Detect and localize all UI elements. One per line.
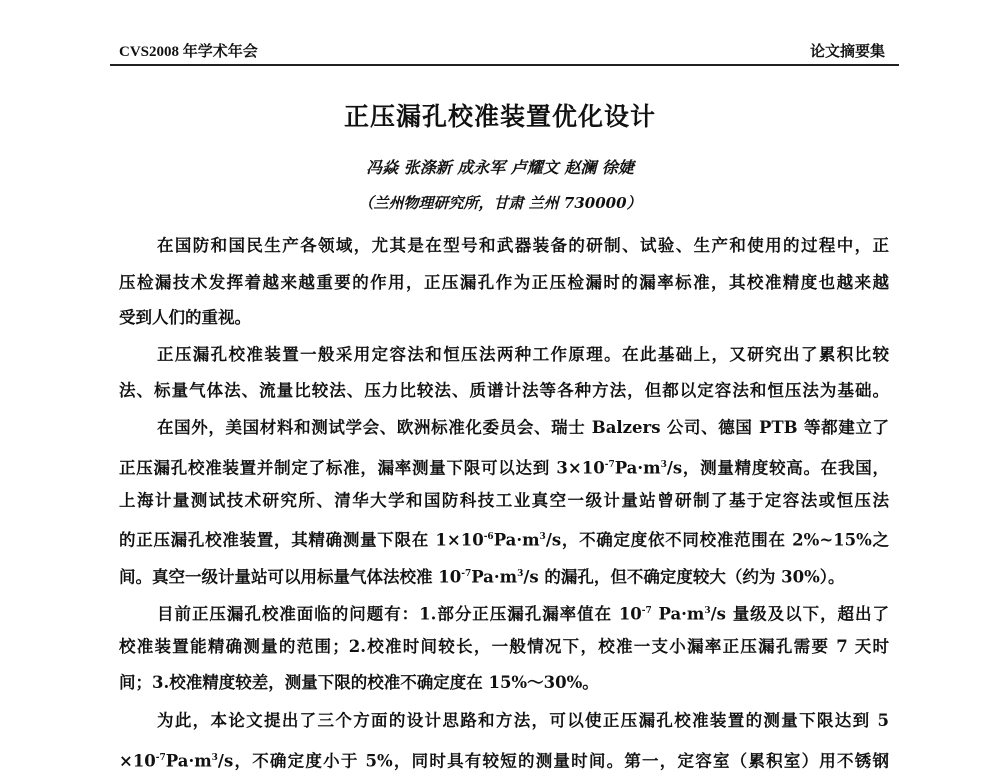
- text-segment: /s，不确定度小于 5%，同时具有较短的测量时间。第一，定容室（累积室）用不锈钢: [217, 751, 889, 771]
- superscript: -7: [461, 569, 472, 579]
- superscript: -6: [483, 532, 494, 542]
- text-line: [119, 673, 889, 693]
- superscript: 3: [211, 753, 218, 763]
- paper-title: 正压漏孔校准装置优化设计: [343, 102, 656, 131]
- text-segment: Pa·m: [165, 751, 212, 771]
- text-segment: 受到人们的重视。: [119, 308, 251, 327]
- superscript: -7: [641, 606, 652, 616]
- text-segment: Pa·m: [651, 604, 705, 624]
- text-line: [119, 381, 889, 401]
- text-segment: /s 的漏孔，但不确定度较大（约为 30%）。: [523, 567, 845, 587]
- text-line: [157, 418, 889, 438]
- text-segment: 上海计量测试技术研究所、清华大学和国防科技工业真空一级计量站曾研制了基于定容法或恒压法: [119, 491, 889, 510]
- text-segment: Pa·m: [614, 458, 661, 478]
- text-segment: 在国外，美国材料和测试学会、欧洲标准化委员会、瑞士 Balzers 公司、德国 PTB 等都建立了: [157, 418, 889, 437]
- superscript: -7: [604, 460, 615, 470]
- text-segment: Pa·m: [471, 567, 518, 587]
- text-segment: /s，不确定度依不同校准范围在 2%~15%之: [545, 530, 890, 550]
- superscript: 3: [539, 532, 546, 542]
- text-segment: 正压漏孔校准装置一般采用定容法和恒压法两种工作原理。在此基础上，又研究出了累积比较: [157, 345, 889, 364]
- superscript: 3: [517, 569, 524, 579]
- text-line: [157, 711, 889, 731]
- text-segment: 正压漏孔校准装置并制定了标准，漏率测量下限可以达到 3×10: [119, 458, 605, 478]
- text-line: [119, 455, 889, 479]
- text-line: [157, 601, 889, 625]
- text-segment: 为此，本论文提出了三个方面的设计思路和方法，可以使正压漏孔校准装置的测量下限达到 5: [157, 711, 889, 730]
- text-line: [119, 637, 889, 657]
- text-segment: 校准装置能精确测量的范围；2.校准时间较长，一般情况下，校准一支小漏率正压漏孔需要 7 天时: [119, 637, 889, 656]
- text-line: [157, 236, 889, 256]
- superscript: 3: [660, 460, 667, 470]
- header-rule: [110, 64, 899, 66]
- authors: 冯焱 张涤新 成永军 卢耀文 赵澜 徐婕: [366, 158, 634, 177]
- affiliation: （兰州物理研究所，甘肃 兰州 730000）: [358, 194, 642, 212]
- running-header-left: CVS2008 年学术年会: [119, 44, 258, 60]
- superscript: -7: [155, 753, 166, 763]
- text-line: [119, 564, 889, 588]
- text-line: [157, 345, 889, 365]
- text-segment: 压检漏技术发挥着越来越重要的作用，正压漏孔作为正压检漏时的漏率标准，其校准精度也越来越: [119, 273, 889, 292]
- text-segment: /s 量级及以下，超出了: [710, 604, 890, 624]
- text-segment: 的正压漏孔校准装置，其精确测量下限在 1×10: [119, 530, 484, 550]
- text-line: [119, 491, 889, 511]
- text-line: [119, 273, 889, 293]
- text-segment: 在国防和国民生产各领域，尤其是在型号和武器装备的研制、试验、生产和使用的过程中，正: [157, 236, 889, 255]
- text-segment: /s，测量精度较高。在我国，: [666, 458, 889, 478]
- text-segment: 法、标量气体法、流量比较法、压力比较法、质谱计法等各种方法，但都以定容法和恒压法为基础。: [119, 381, 889, 400]
- text-segment: 目前正压漏孔校准面临的问题有：1.部分正压漏孔漏率值在 10: [157, 604, 642, 624]
- text-line: [119, 308, 889, 328]
- text-line: [119, 527, 889, 551]
- superscript: 3: [704, 606, 711, 616]
- running-header-right: 论文摘要集: [809, 44, 885, 60]
- text-segment: Pa·m: [493, 530, 540, 550]
- text-segment: 间；3.校准精度较差，测量下限的校准不确定度在 15%～30%。: [119, 673, 599, 692]
- text-segment: ×10: [119, 751, 156, 771]
- text-segment: 间。真空一级计量站可以用标量气体法校准 10: [119, 567, 462, 587]
